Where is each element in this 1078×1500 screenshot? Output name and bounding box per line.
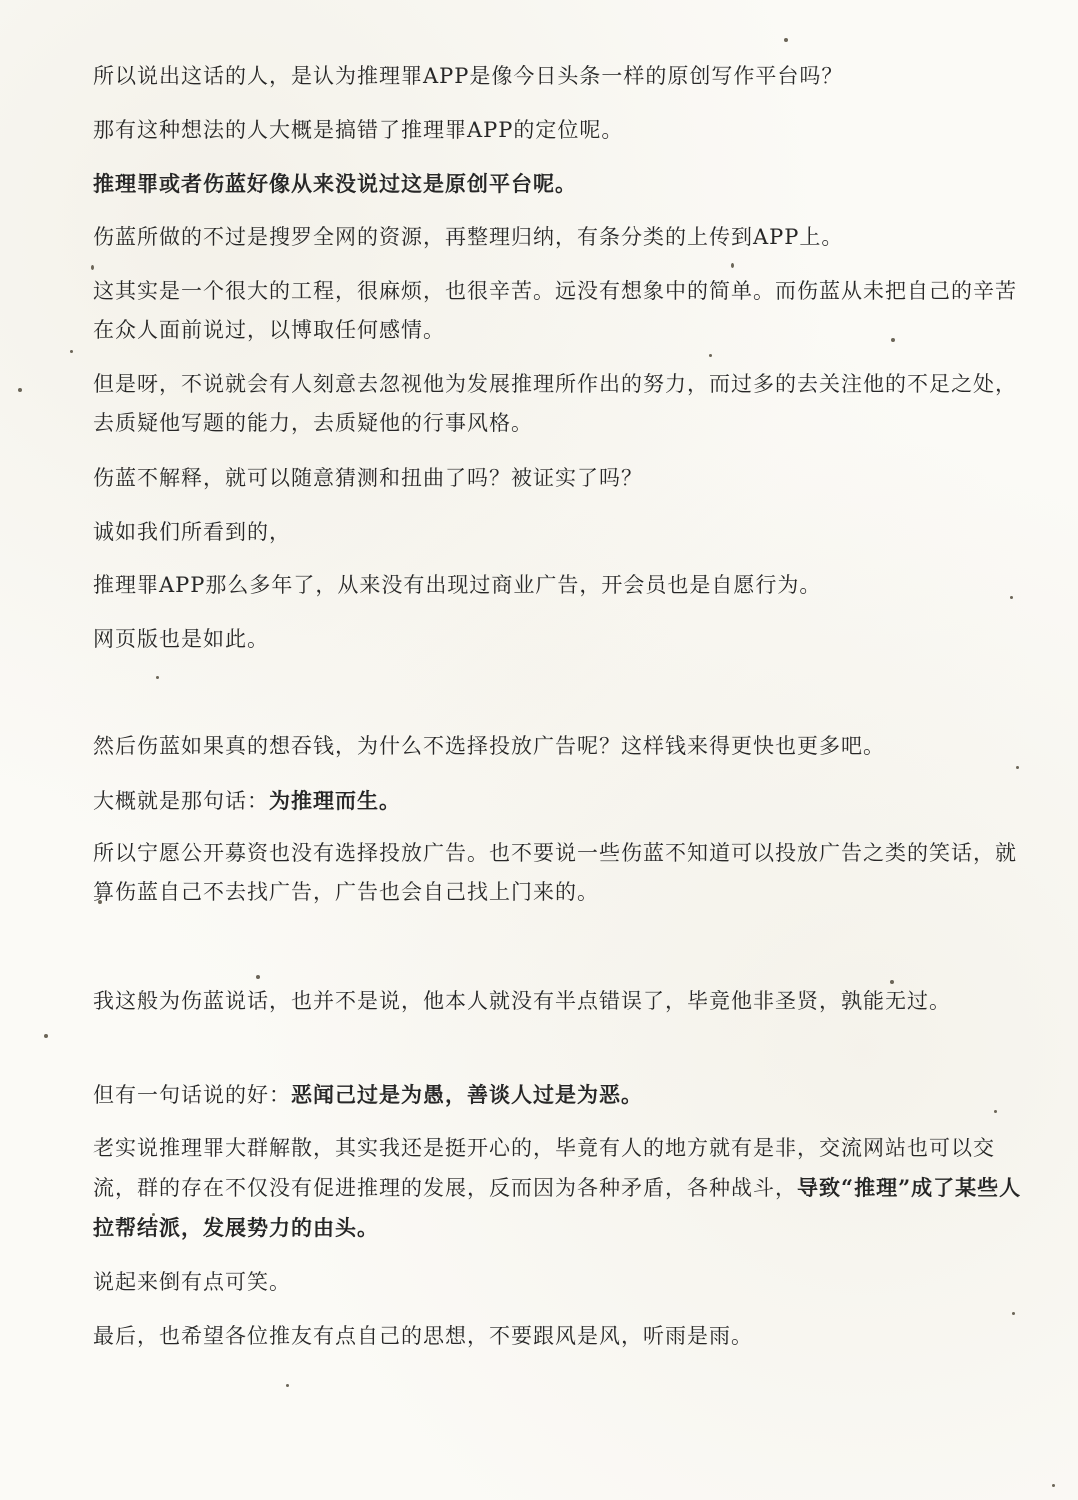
paragraph xyxy=(93,566,1023,605)
paragraph-text: 老实说推理罪大群解散，其实我还是挺开心的，毕竟有人的地方就有是非，交流网站也可以交流，群的存在不仅没有促进推理的发展，反而因为各种矛盾，各种战斗， xyxy=(93,1136,995,1200)
paragraph xyxy=(93,459,1023,498)
paper-speck xyxy=(156,676,159,679)
paper-speck xyxy=(1052,1484,1055,1487)
paragraph-emphasis: 恶闻己过是为愚，善谈人过是为恶。 xyxy=(291,1082,643,1107)
paragraph xyxy=(93,218,1023,257)
paragraph-text: 推理罪APP那么多年了，从来没有出现过商业广告，开会员也是自愿行为。 xyxy=(93,573,822,597)
paragraph-text: 网页版也是如此。 xyxy=(93,627,269,651)
paragraph xyxy=(93,727,1023,766)
paragraph-emphasis: 导致“推理”成了某些人拉帮结派，发展势力的由头。 xyxy=(93,1175,1022,1240)
paragraph-text: 大概就是那句话： xyxy=(93,789,269,813)
paragraph-text: 最后，也希望各位推友有点自己的思想，不要跟风是风，听雨是雨。 xyxy=(93,1324,753,1348)
paragraph xyxy=(93,781,1023,821)
paragraph xyxy=(93,1263,1023,1302)
paper-speck xyxy=(91,265,94,270)
paper-speck xyxy=(709,354,712,357)
paragraph-text: 但是呀，不说就会有人刻意去忽视他为发展推理所作出的努力，而过多的去关注他的不足之处，去质疑他写题的能力，去质疑他的行事风格。 xyxy=(93,372,1017,435)
paragraph-text: 伤蓝所做的不过是搜罗全网的资源，再整理归纳，有条分类的上传到APP上。 xyxy=(93,225,844,249)
paper-speck xyxy=(44,1034,48,1038)
paper-speck xyxy=(18,388,22,392)
paragraph xyxy=(93,834,1023,912)
paragraph xyxy=(93,513,1023,552)
paragraph-bold xyxy=(93,164,1023,203)
paragraph xyxy=(93,620,1023,659)
paragraph xyxy=(93,365,1023,443)
paper-speck xyxy=(256,975,260,979)
paragraph-text: 我这般为伤蓝说话，也并不是说，他本人就没有半点错误了，毕竟他非圣贤，孰能无过。 xyxy=(93,989,951,1013)
paragraph xyxy=(93,982,1023,1021)
paper-speck xyxy=(731,263,734,268)
paragraph-text: 那有这种想法的人大概是搞错了推理罪APP的定位呢。 xyxy=(93,118,624,142)
paragraph-text: 说起来倒有点可笑。 xyxy=(93,1270,291,1294)
paragraph-text: 所以宁愿公开募资也没有选择投放广告。也不要说一些伤蓝不知道可以投放广告之类的笑话，就算伤蓝自己不去找广告，广告也会自己找上门来的。 xyxy=(93,841,1017,904)
paper-speck xyxy=(1012,1312,1015,1315)
paragraph-text: 但有一句话说的好： xyxy=(93,1083,291,1107)
paper-speck xyxy=(1016,766,1019,769)
paragraph-text: 这其实是一个很大的工程，很麻烦，也很辛苦。远没有想象中的简单。而伤蓝从未把自己的辛苦在众人面前说过，以博取任何感情。 xyxy=(93,279,1017,342)
paragraph-text: 诚如我们所看到的， xyxy=(93,520,291,544)
paragraph xyxy=(93,111,1023,150)
paragraph xyxy=(93,1129,1023,1248)
paragraph xyxy=(93,1317,1023,1356)
paragraph xyxy=(93,1075,1023,1115)
paper-speck xyxy=(286,1384,289,1387)
paper-speck xyxy=(70,350,73,353)
paragraph-text: 然后伤蓝如果真的想吞钱，为什么不选择投放广告呢？这样钱来得更快也更多吧。 xyxy=(93,734,885,758)
paragraph-text: 伤蓝不解释，就可以随意猜测和扭曲了吗？被证实了吗？ xyxy=(93,466,643,490)
paragraph-emphasis: 为推理而生。 xyxy=(269,788,401,813)
paragraph-text: 推理罪或者伤蓝好像从来没说过这是原创平台呢。 xyxy=(93,171,577,196)
paragraph xyxy=(93,272,1023,350)
paper-speck xyxy=(784,38,788,42)
paragraph-text: 所以说出这话的人，是认为推理罪APP是像今日头条一样的原创写作平台吗？ xyxy=(93,64,844,88)
paragraph xyxy=(93,57,1023,96)
